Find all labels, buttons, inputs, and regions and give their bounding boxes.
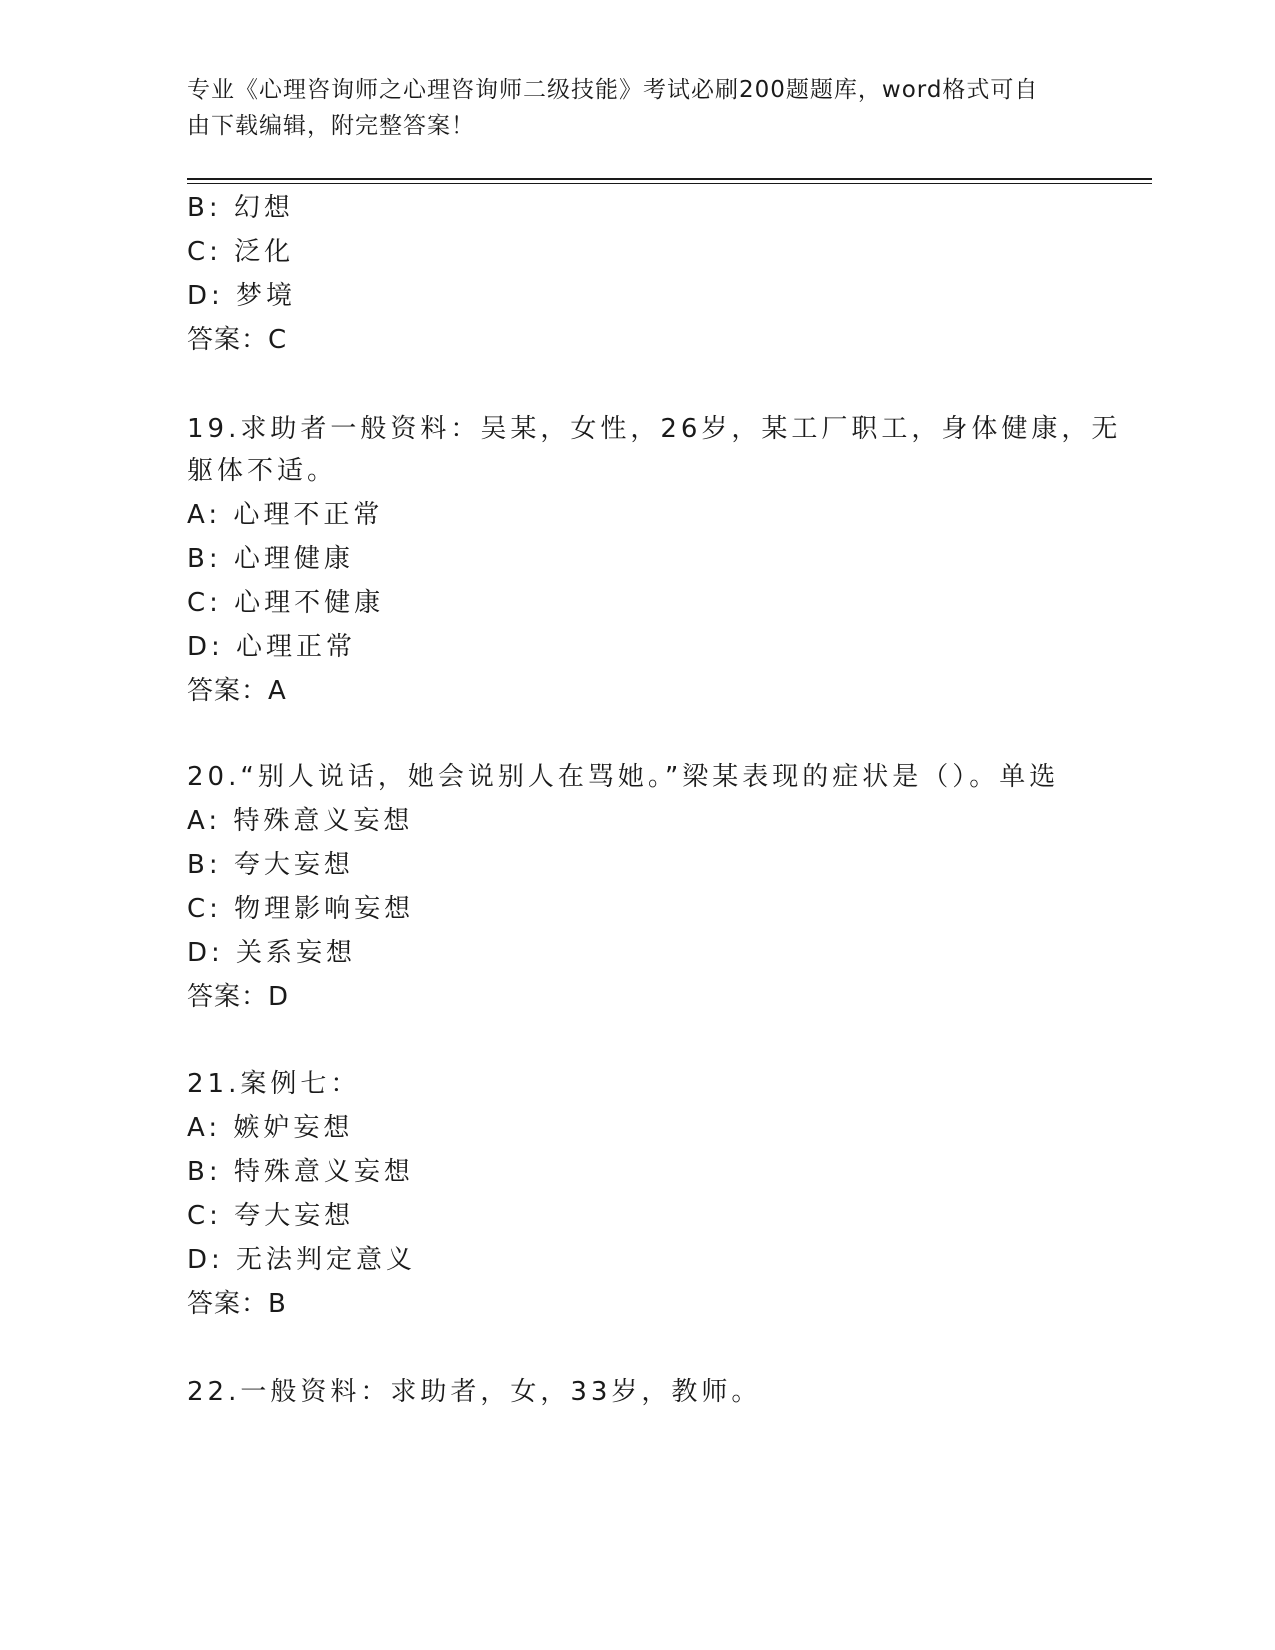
q20-option-a: A: 特殊意义妄想 xyxy=(187,806,414,836)
q19-stem-line-1: 19.求助者一般资料：吴某，女性，26岁，某工厂职工，身体健康，无 xyxy=(187,414,1122,444)
q21-option-b: B: 特殊意义妄想 xyxy=(187,1157,414,1187)
q20-option-b: B: 夸大妄想 xyxy=(187,850,354,880)
q21-option-c: C: 夸大妄想 xyxy=(187,1201,355,1231)
q20-answer: 答案：D xyxy=(187,982,290,1012)
q18-option-c: C: 泛化 xyxy=(187,237,295,267)
q21-option-a: A: 嫉妒妄想 xyxy=(187,1113,354,1143)
q18-option-d: D: 梦境 xyxy=(187,281,297,311)
q20-stem: 20.“别人说话，她会说别人在骂她。”梁某表现的症状是（）。单选 xyxy=(187,762,1060,792)
q21-answer: 答案：B xyxy=(187,1289,287,1319)
q20-option-c: C: 物理影响妄想 xyxy=(187,894,415,924)
q19-answer: 答案：A xyxy=(187,676,287,706)
header-divider-thin xyxy=(187,183,1152,184)
q19-option-c: C: 心理不健康 xyxy=(187,588,385,618)
document-header xyxy=(187,72,1087,144)
q18-answer: 答案：C xyxy=(187,325,288,355)
header-divider-thick xyxy=(187,178,1152,180)
q19-stem-line-2: 躯体不适。 xyxy=(187,456,338,486)
q19-option-d: D: 心理正常 xyxy=(187,632,357,662)
q19-option-b: B: 心理健康 xyxy=(187,544,354,574)
header-line-1: 专业《心理咨询师之心理咨询师二级技能》考试必刷200题题库，word格式可自 xyxy=(187,77,1039,103)
q20-option-d: D: 关系妄想 xyxy=(187,938,357,968)
header-line-2: 由下载编辑，附完整答案！ xyxy=(187,113,475,139)
q21-stem: 21.案例七： xyxy=(187,1069,361,1099)
q18-option-b: B: 幻想 xyxy=(187,193,294,223)
q19-option-a: A: 心理不正常 xyxy=(187,500,384,530)
q22-stem: 22.一般资料：求助者，女，33岁，教师。 xyxy=(187,1377,762,1407)
q21-option-d: D: 无法判定意义 xyxy=(187,1245,417,1275)
